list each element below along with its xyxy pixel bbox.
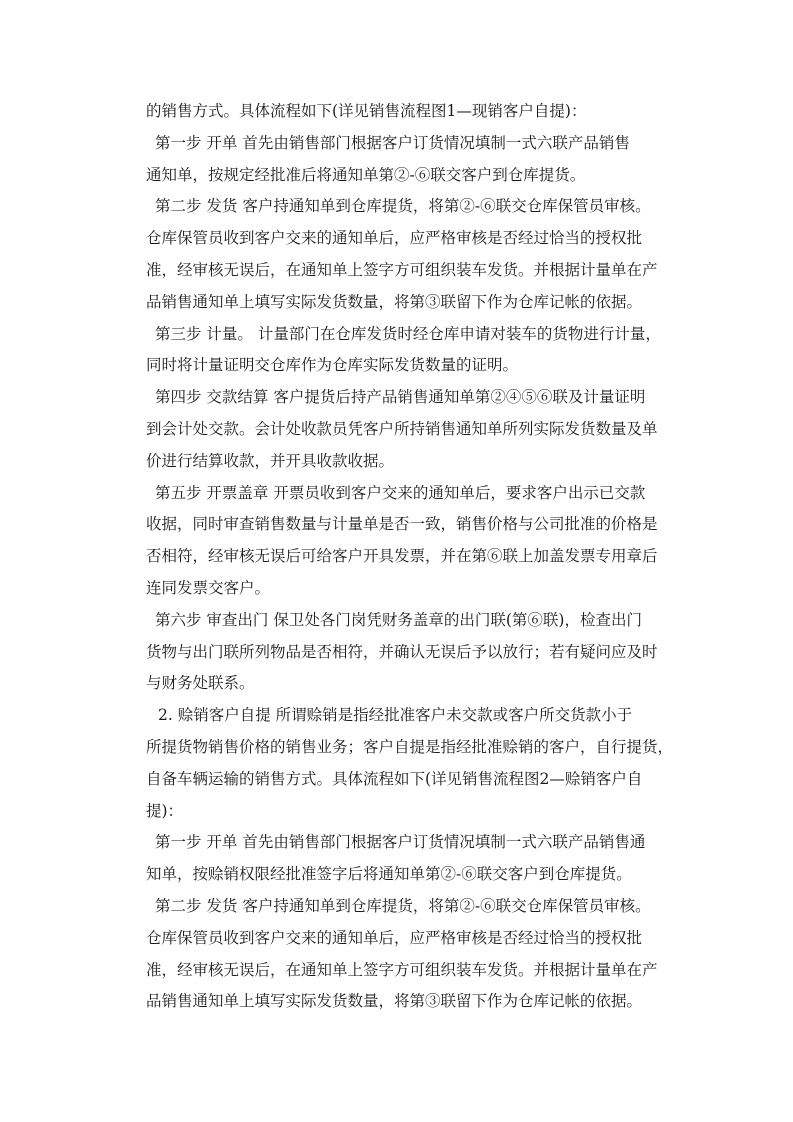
text-line: 品销售通知单上填写实际发货数量，将第③联留下作为仓库记帐的依据。 (146, 992, 643, 1011)
text-line: 第一步 开单 首先由销售部门根据客户订货情况填制一式六联产品销售 (155, 133, 630, 152)
text-line: 第五步 开票盖章 开票员收到客户交来的通知单后，要求客户出示已交款 (155, 483, 646, 502)
text-line: 品销售通知单上填写实际发货数量，将第③联留下作为仓库记帐的依据。 (146, 292, 643, 311)
text-line: 第六步 审查出门 保卫处各门岗凭财务盖章的出门联(第⑥联)，检查出门 (155, 610, 642, 629)
text-line: 第二步 发货 客户持通知单到仓库提货，将第②-⑥联交仓库保管员审核。 (155, 197, 651, 216)
text-line: 到会计处交款。会计处收款员凭客户所持销售通知单所列实际发货数量及单 (146, 419, 658, 438)
text-line: 否相符，经审核无误后可给客户开具发票，并在第⑥联上加盖发票专用章后 (146, 547, 658, 566)
text-line: 准，经审核无误后，在通知单上签字方可组织装车发货。并根据计量单在产 (146, 960, 658, 979)
text-line: 与财务处联系。 (146, 674, 255, 693)
text-line: 通知单，按规定经批准后将通知单第②-⑥联交客户到仓库提货。 (146, 165, 586, 184)
text-line: 价进行结算收款，并开具收款收据。 (146, 451, 395, 470)
text-line: 仓库保管员收到客户交来的通知单后，应严格审核是否经过恰当的授权批 (146, 229, 643, 248)
text-line: 第二步 发货 客户持通知单到仓库提货，将第②-⑥联交仓库保管员审核。 (155, 896, 651, 915)
text-line: 货物与出门联所列物品是否相符，并确认无误后予以放行；若有疑问应及时 (146, 642, 658, 661)
text-line: 知单，按赊销权限经批准签字后将通知单第②-⑥联交客户到仓库提货。 (146, 865, 632, 884)
text-line: 收据，同时审查销售数量与计量单是否一致，销售价格与公司批准的价格是 (146, 515, 658, 534)
text-line: 自备车辆运输的销售方式。具体流程如下(详见销售流程图2—赊销客户自 (146, 769, 643, 788)
text-line: 第一步 开单 首先由销售部门根据客户订货情况填制一式六联产品销售通 (155, 833, 646, 852)
text-line: 2. 赊销客户自提 所谓赊销是指经批准客户未交款或客户所交货款小于 (158, 706, 633, 725)
text-line: 仓库保管员收到客户交来的通知单后，应严格审核是否经过恰当的授权批 (146, 928, 643, 947)
body-text (146, 96, 674, 1018)
text-line: 第四步 交款结算 客户提货后持产品销售通知单第②④⑤⑥联及计量证明 (155, 388, 646, 407)
text-line: 提)： (146, 801, 184, 820)
text-line: 同时将计量证明交仓库作为仓库实际发货数量的证明。 (146, 356, 519, 375)
text-line: 所提货物销售价格的销售业务；客户自提是指经批准赊销的客户，自行提货， (146, 737, 674, 756)
text-line: 第三步 计量。 计量部门在仓库发货时经仓库申请对装车的货物进行计量， (155, 324, 661, 343)
text-line: 的销售方式。具体流程如下(详见销售流程图1—现销客户自提)： (146, 102, 587, 120)
text-line: 准，经审核无误后，在通知单上签字方可组织装车发货。并根据计量单在产 (146, 260, 658, 279)
text-line: 连同发票交客户。 (146, 578, 271, 597)
